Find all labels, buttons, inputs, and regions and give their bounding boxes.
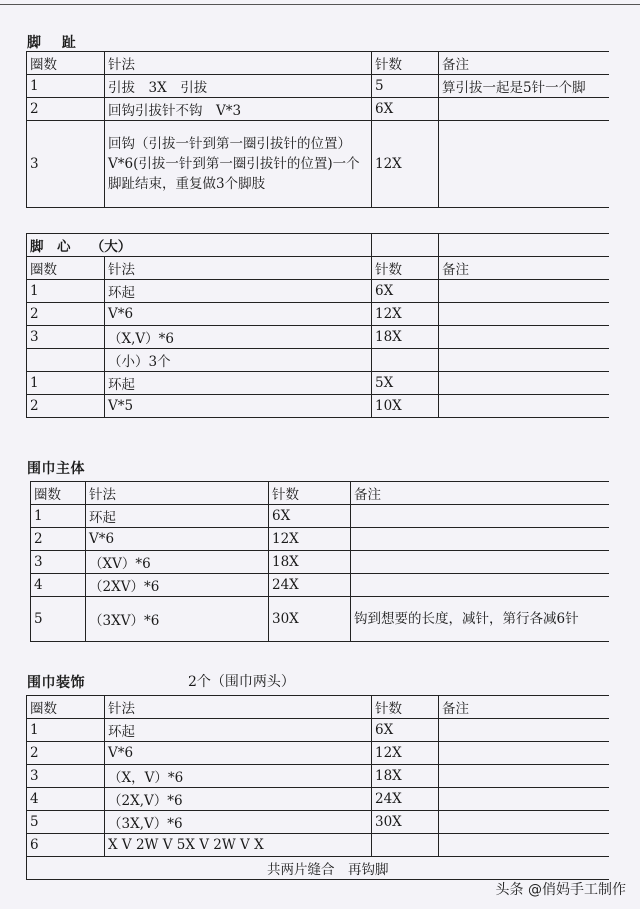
cell: 2: [27, 98, 105, 121]
cell: 6X: [269, 505, 351, 528]
cell: V*6: [105, 303, 372, 326]
cell: [439, 234, 610, 257]
cell: 回钩（引拔一针到第一圈引拔针的位置）V*6(引拔一针到第一圈引拔针的位置)一个脚趾结束，重复做3个脚肢: [105, 121, 372, 208]
table-header-row: [27, 696, 610, 719]
cell: （2XV）*6: [86, 574, 269, 597]
cell: [439, 811, 610, 834]
cell: 3: [31, 551, 86, 574]
table-footer-row: [27, 857, 610, 880]
cell: [439, 98, 610, 121]
table-row: [31, 505, 610, 528]
table-row: [27, 303, 610, 326]
cell: 引拔 3X 引拔: [105, 75, 372, 98]
table-row: [27, 121, 610, 208]
cell: 30X: [372, 811, 439, 834]
table-row: [31, 528, 610, 551]
cell: 18X: [372, 326, 439, 349]
table-foot-pad: [26, 233, 609, 418]
cell: 5: [31, 597, 86, 642]
cell: [439, 372, 610, 395]
cell: [439, 349, 610, 372]
cell: [351, 528, 610, 551]
table-row: [27, 719, 610, 742]
cell: 12X: [372, 742, 439, 765]
table-row: [31, 597, 610, 642]
cell: V*5: [105, 395, 372, 418]
cell: 18X: [372, 765, 439, 788]
cell: 3: [27, 121, 105, 208]
table-header-row: [31, 482, 610, 505]
cell: [351, 505, 610, 528]
header-cell: 圈数: [27, 696, 105, 719]
cell: V*6: [105, 742, 372, 765]
cell: （X,V）*6: [105, 326, 372, 349]
cell: 1: [31, 505, 86, 528]
cell: [372, 834, 439, 857]
cell: [351, 551, 610, 574]
cell: [439, 742, 610, 765]
cell: [439, 765, 610, 788]
header-cell: 圈数: [31, 482, 86, 505]
cell: 18X: [269, 551, 351, 574]
cell: 3: [27, 765, 105, 788]
cell: （小）3个: [105, 349, 372, 372]
table1-title: 脚 趾: [27, 35, 84, 51]
cell: 算引拔一起是5针一个脚: [439, 75, 610, 98]
cell: 环起: [105, 372, 372, 395]
table-row: [27, 75, 610, 98]
cell: [439, 326, 610, 349]
cell: 1: [27, 372, 105, 395]
table3-title: 围巾主体: [27, 461, 85, 477]
cell: （3X,V）*6: [105, 811, 372, 834]
cell: 6: [27, 834, 105, 857]
header-cell: 针数: [372, 52, 439, 75]
cell: [439, 303, 610, 326]
table-scarf-body: [30, 481, 609, 642]
cell: [372, 349, 439, 372]
cell: 2: [31, 528, 86, 551]
cell: [372, 234, 439, 257]
table-scarf-decoration: [26, 695, 609, 880]
cell: 4: [27, 788, 105, 811]
cell: 5: [27, 811, 105, 834]
cell: 环起: [86, 505, 269, 528]
cell: 1: [27, 75, 105, 98]
cell: [27, 349, 105, 372]
table-row: [27, 742, 610, 765]
cell: 6X: [372, 98, 439, 121]
cell: 环起: [105, 280, 372, 303]
table-row: [27, 834, 610, 857]
cell: （3XV）*6: [86, 597, 269, 642]
cell: 12X: [372, 303, 439, 326]
header-cell: 备注: [439, 696, 610, 719]
cell: 钩到想要的长度，减针，第行各减6针: [351, 597, 610, 642]
cell: 2: [27, 395, 105, 418]
table-row: [27, 280, 610, 303]
header-cell: 针法: [105, 52, 372, 75]
header-cell: 针数: [372, 257, 439, 280]
cell: [439, 719, 610, 742]
cell: （X，V）*6: [105, 765, 372, 788]
cell: 2: [27, 303, 105, 326]
table-row: [27, 349, 610, 372]
cell: [439, 834, 610, 857]
watermark: 头条 @俏妈手工制作: [495, 882, 626, 898]
header-cell: 圈数: [27, 257, 105, 280]
cell: 12X: [269, 528, 351, 551]
cell: X V 2W V 5X V 2W V X: [105, 834, 372, 857]
cell: 5: [372, 75, 439, 98]
cell: 1: [27, 280, 105, 303]
table-row: [27, 326, 610, 349]
cell: 环起: [105, 719, 372, 742]
footer-note: 共两片缝合 再钩脚: [27, 857, 610, 880]
cell: （2X,V）*6: [105, 788, 372, 811]
cell: [439, 121, 610, 208]
cell: 6X: [372, 719, 439, 742]
cell: 回钩引拔针不钩 V*3: [105, 98, 372, 121]
cell: [439, 280, 610, 303]
table2-title: 脚 心 （大）: [27, 234, 372, 257]
table-row: [27, 98, 610, 121]
header-cell: 针数: [372, 696, 439, 719]
table-header-row: [27, 257, 610, 280]
table4-subtitle: 2个（围巾两头）: [188, 674, 295, 690]
cell: 12X: [372, 121, 439, 208]
header-cell: 备注: [439, 52, 610, 75]
top-divider: [0, 4, 640, 5]
header-cell: 针法: [105, 696, 372, 719]
cell: [439, 395, 610, 418]
table-row: [31, 574, 610, 597]
table-row: [27, 788, 610, 811]
cell: [439, 788, 610, 811]
header-cell: 针数: [269, 482, 351, 505]
cell: 30X: [269, 597, 351, 642]
table-row: [27, 372, 610, 395]
header-cell: 备注: [351, 482, 610, 505]
table-row: [27, 811, 610, 834]
header-cell: 备注: [439, 257, 610, 280]
cell: （XV）*6: [86, 551, 269, 574]
table-row: [31, 551, 610, 574]
table-title-row: [27, 234, 610, 257]
cell: 2: [27, 742, 105, 765]
table-foot-toes: [26, 51, 609, 208]
cell: 1: [27, 719, 105, 742]
cell: 10X: [372, 395, 439, 418]
cell: [351, 574, 610, 597]
cell: 5X: [372, 372, 439, 395]
table4-title: 围巾装饰: [27, 675, 85, 691]
cell: 24X: [372, 788, 439, 811]
header-cell: 圈数: [27, 52, 105, 75]
table-row: [27, 765, 610, 788]
cell: 4: [31, 574, 86, 597]
header-cell: 针法: [105, 257, 372, 280]
table-row: [27, 395, 610, 418]
cell: 24X: [269, 574, 351, 597]
cell: 6X: [372, 280, 439, 303]
table-header-row: [27, 52, 610, 75]
cell: V*6: [86, 528, 269, 551]
cell: 3: [27, 326, 105, 349]
header-cell: 针法: [86, 482, 269, 505]
